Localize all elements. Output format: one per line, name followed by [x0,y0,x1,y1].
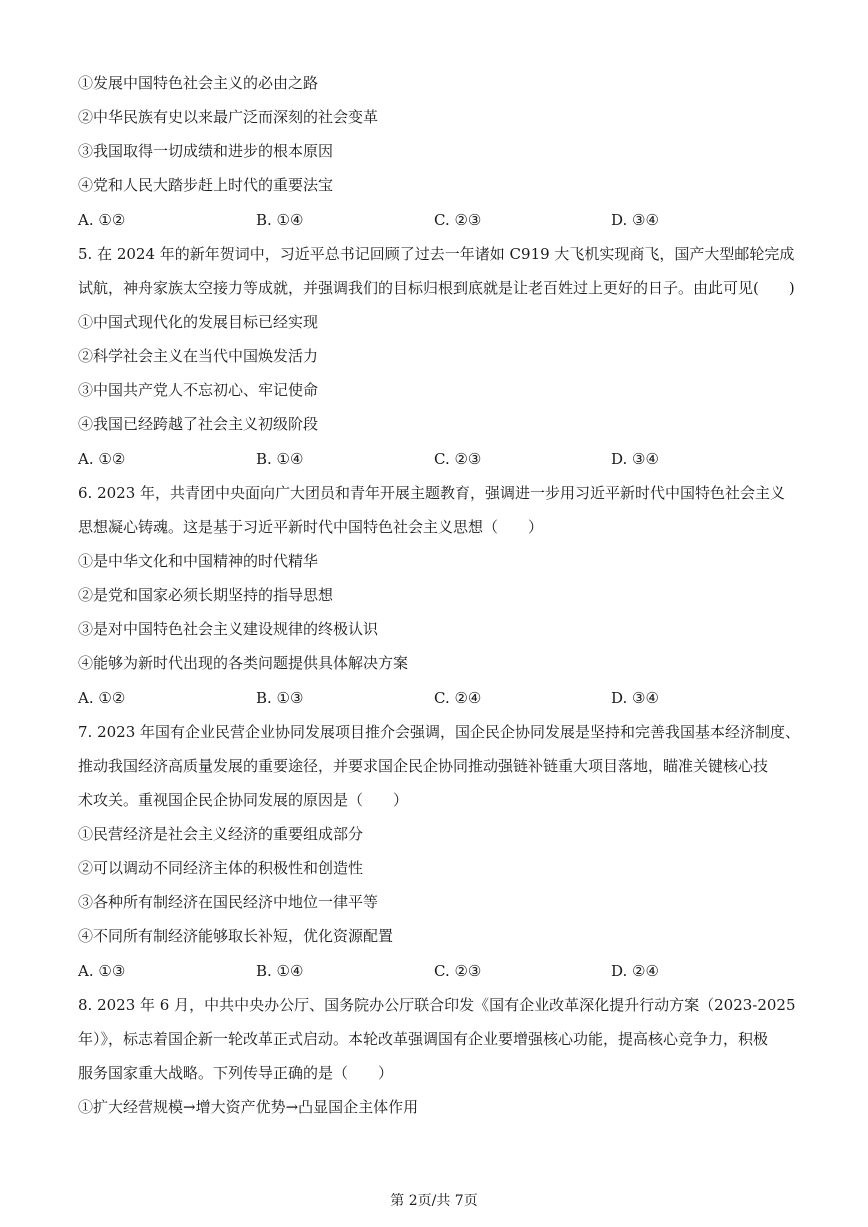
q4-item-4: ④党和人民大踏步赶上时代的重要法宝 [78,176,334,194]
q5-option-c: C. ②③ [434,450,482,468]
q6-item-4: ④能够为新时代出现的各类问题提供具体解决方案 [78,654,409,672]
q6-item-1: ①是中华文化和中国精神的时代精华 [78,552,319,570]
q6-option-d: D. ③④ [611,689,659,707]
q8-stem-line-3: 服务国家重大战略。下列传导正确的是（ ） [78,1064,394,1082]
q5-option-a: A. ①② [78,450,126,468]
q5-item-2: ②科学社会主义在当代中国焕发活力 [78,347,319,365]
q7-stem-line-1: 7. 2023 年国有企业民营企业协同发展项目推介会强调，国企民企协同发展是坚持和完善我国基本经济制度、 [78,723,801,741]
q8-stem-line-1: 8. 2023 年 6 月，中共中央办公厅、国务院办公厅联合印发《国有企业改革深化提升行动方案（2023-2025 [78,996,796,1014]
q4-option-d: D. ③④ [611,211,659,229]
q7-stem-line-3: 术攻关。重视国企民企协同发展的原因是（ ） [78,791,409,809]
q7-option-b: B. ①④ [256,962,304,980]
q6-item-2: ②是党和国家必须长期坚持的指导思想 [78,586,334,604]
q4-option-c: C. ②③ [434,211,482,229]
q7-option-c: C. ②③ [434,962,482,980]
q7-item-3: ③各种所有制经济在国民经济中地位一律平等 [78,893,379,911]
q4-item-1: ①发展中国特色社会主义的必由之路 [78,74,319,92]
q6-stem-line-2: 思想凝心铸魂。这是基于习近平新时代中国特色社会主义思想（ ） [78,518,544,536]
q5-option-b: B. ①④ [256,450,304,468]
q7-item-4: ④不同所有制经济能够取长补短，优化资源配置 [78,927,394,945]
q7-item-1: ①民营经济是社会主义经济的重要组成部分 [78,825,364,843]
q7-option-a: A. ①③ [78,962,126,980]
q7-stem-line-2: 推动我国经济高质量发展的重要途径，并要求国企民企协同推动强链补链重大项目落地，瞄准关键核心技 [78,757,769,775]
q7-option-d: D. ②④ [611,962,659,980]
page-number: 第 2页/共 7页 [390,1193,478,1209]
q5-item-4: ④我国已经跨越了社会主义初级阶段 [78,415,319,433]
q6-item-3: ③是对中国特色社会主义建设规律的终极认识 [78,620,379,638]
q5-item-1: ①中国式现代化的发展目标已经实现 [78,313,319,331]
q6-stem-line-1: 6. 2023 年，共青团中央面向广大团员和青年开展主题教育，强调进一步用习近平新时代中国特色社会主义 [78,484,786,502]
q6-option-c: C. ②④ [434,689,482,707]
q5-item-3: ③中国共产党人不忘初心、牢记使命 [78,381,319,399]
q4-item-2: ②中华民族有史以来最广泛而深刻的社会变革 [78,108,379,126]
q8-item-1: ①扩大经营规模→增大资产优势→凸显国企主体作用 [78,1098,419,1116]
q5-option-d: D. ③④ [611,450,659,468]
q5-stem-line-2: 试航，神舟家族太空接力等成就，并强调我们的目标归根到底就是让老百姓过上更好的日子。由此可见( ) [78,279,795,297]
q8-stem-line-2: 年）》，标志着国企新一轮改革正式启动。本轮改革强调国有企业要增强核心功能，提高核心竞争力，积极 [78,1030,769,1048]
q5-stem-line-1: 5. 在 2024 年的新年贺词中，习近平总书记回顾了过去一年诸如 C919 大飞机实现商飞，国产大型邮轮完成 [78,245,795,263]
q4-option-b: B. ①④ [256,211,304,229]
q7-item-2: ②可以调动不同经济主体的积极性和创造性 [78,859,364,877]
q6-option-a: A. ①② [78,689,126,707]
q4-option-a: A. ①② [78,211,126,229]
q4-item-3: ③我国取得一切成绩和进步的根本原因 [78,142,334,160]
q6-option-b: B. ①③ [256,689,304,707]
